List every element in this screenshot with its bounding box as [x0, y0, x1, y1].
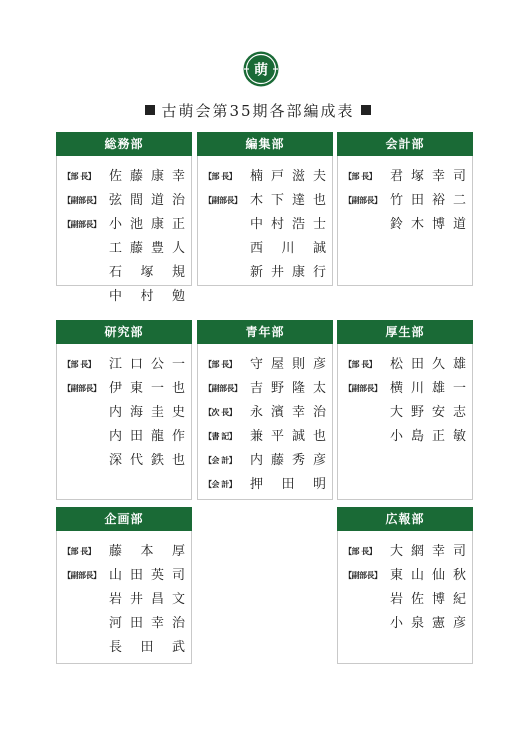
member-name: 長 田 武: [109, 640, 185, 655]
member-name: 石 塚 規: [109, 265, 185, 280]
member-name: 竹 田 裕 二: [390, 193, 466, 208]
dept-header: 厚生部: [337, 320, 473, 344]
member-name: 岩 佐 博 紀: [390, 592, 466, 607]
member-name: 内 藤 秀 彦: [250, 453, 326, 468]
member-row: [338, 213, 472, 237]
member-row: [338, 588, 472, 612]
member-name: 小 池 康 正: [109, 217, 185, 232]
member-role: 【副部長】: [204, 196, 242, 205]
member-row: [198, 261, 332, 285]
member-row: [338, 612, 472, 636]
member-name: 大 野 安 志: [390, 405, 466, 420]
member-role: 【部 長】: [344, 547, 377, 556]
member-row: [198, 189, 332, 213]
member-row: [57, 449, 191, 473]
dept-box: [56, 132, 192, 304]
member-name: 小 泉 憲 彦: [390, 616, 466, 631]
member-role: 【部 長】: [344, 360, 377, 369]
member-row: [57, 285, 191, 309]
member-name: 河 田 幸 治: [109, 616, 185, 631]
member-role: 【書 記】: [204, 432, 237, 441]
member-role: 【会 計】: [204, 456, 237, 465]
member-role: 【副部長】: [63, 196, 101, 205]
member-row: [57, 612, 191, 636]
member-name: 深 代 鉄 也: [109, 453, 185, 468]
member-name: 佐 藤 康 幸: [109, 169, 185, 184]
member-row: [198, 377, 332, 401]
member-row: [57, 425, 191, 449]
member-role: 【部 長】: [63, 547, 96, 556]
member-name: 山 田 英 司: [109, 568, 185, 583]
member-name: 新 井 康 行: [250, 265, 326, 280]
dept-header: 総務部: [56, 132, 192, 156]
member-name: 江 口 公 一: [109, 357, 185, 372]
member-row: [338, 425, 472, 449]
member-role: 【副部長】: [344, 384, 382, 393]
member-row: [198, 425, 332, 449]
member-role: 【部 長】: [344, 172, 377, 181]
member-name: 中 村 勉: [109, 289, 185, 304]
member-name: 小 島 正 敏: [390, 429, 466, 444]
member-row: [57, 636, 191, 660]
member-name: 木 下 達 也: [250, 193, 326, 208]
member-row: [198, 353, 332, 377]
member-role: 【副部長】: [63, 384, 101, 393]
member-name: 松 田 久 雄: [390, 357, 466, 372]
member-role: 【部 長】: [204, 360, 237, 369]
member-row: [57, 165, 191, 189]
dept-box: [56, 320, 192, 500]
dept-box: [56, 507, 192, 664]
dept-header: 青年部: [197, 320, 333, 344]
member-name: 兼 平 誠 也: [250, 429, 326, 444]
member-name: 工 藤 豊 人: [109, 241, 185, 256]
member-row: [57, 377, 191, 401]
member-row: [57, 401, 191, 425]
dept-header: 研究部: [56, 320, 192, 344]
member-row: [57, 564, 191, 588]
member-name: 中 村 浩 士: [250, 217, 326, 232]
page-title: [0, 100, 516, 121]
member-row: [338, 540, 472, 564]
page-title-text: 古萌会第35期各部編成表: [161, 102, 355, 120]
member-row: [57, 189, 191, 213]
member-name: 君 塚 幸 司: [390, 169, 466, 184]
dept-box: [337, 132, 473, 286]
member-role: 【副部長】: [344, 196, 382, 205]
member-row: [57, 540, 191, 564]
member-row: [57, 353, 191, 377]
member-row: [338, 564, 472, 588]
emblem-logo: [243, 51, 279, 87]
member-role: 【副部長】: [344, 571, 382, 580]
member-row: [57, 261, 191, 285]
member-row: [198, 473, 332, 497]
member-role: 【部 長】: [63, 360, 96, 369]
member-name: 内 海 圭 史: [109, 405, 185, 420]
member-name: 守 屋 則 彦: [250, 357, 326, 372]
member-name: 弦 間 道 治: [109, 193, 185, 208]
member-role: 【会 計】: [204, 480, 237, 489]
member-name: 内 田 龍 作: [109, 429, 185, 444]
member-name: 鈴 木 博 道: [390, 217, 466, 232]
dept-header: 企画部: [56, 507, 192, 531]
member-name: 藤 本 厚: [109, 544, 185, 559]
member-name: 押 田 明: [250, 477, 326, 492]
dept-header: 会計部: [337, 132, 473, 156]
member-row: [338, 189, 472, 213]
dept-header: 広報部: [337, 507, 473, 531]
member-name: 楠 戸 滋 夫: [250, 169, 326, 184]
member-row: [198, 237, 332, 261]
member-row: [198, 401, 332, 425]
dept-box: [197, 132, 333, 286]
dept-header: 編集部: [197, 132, 333, 156]
member-name: 伊 東 一 也: [109, 381, 185, 396]
member-role: 【部 長】: [204, 172, 237, 181]
member-role: 【次 長】: [204, 408, 237, 417]
member-row: [57, 588, 191, 612]
dept-box: [197, 320, 333, 500]
dept-box: [337, 507, 473, 664]
member-row: [198, 213, 332, 237]
member-name: 岩 井 昌 文: [109, 592, 185, 607]
member-role: 【副部長】: [63, 571, 101, 580]
svg-text:萌: 萌: [254, 62, 268, 79]
member-row: [338, 353, 472, 377]
member-role: 【部 長】: [63, 172, 96, 181]
member-role: 【副部長】: [63, 220, 101, 229]
square-bullet-icon: [361, 105, 371, 115]
member-row: [338, 165, 472, 189]
member-row: [57, 213, 191, 237]
member-name: 西 川 誠: [250, 241, 326, 256]
member-name: 大 網 幸 司: [390, 544, 466, 559]
square-bullet-icon: [145, 105, 155, 115]
member-row: [338, 401, 472, 425]
member-role: 【副部長】: [204, 384, 242, 393]
dept-box: [337, 320, 473, 500]
member-name: 横 川 雄 一: [390, 381, 466, 396]
member-row: [57, 237, 191, 261]
member-row: [198, 449, 332, 473]
member-name: 永 濱 幸 治: [250, 405, 326, 420]
member-name: 東 山 仙 秋: [390, 568, 466, 583]
member-row: [198, 165, 332, 189]
member-name: 吉 野 隆 太: [250, 381, 326, 396]
member-row: [338, 377, 472, 401]
